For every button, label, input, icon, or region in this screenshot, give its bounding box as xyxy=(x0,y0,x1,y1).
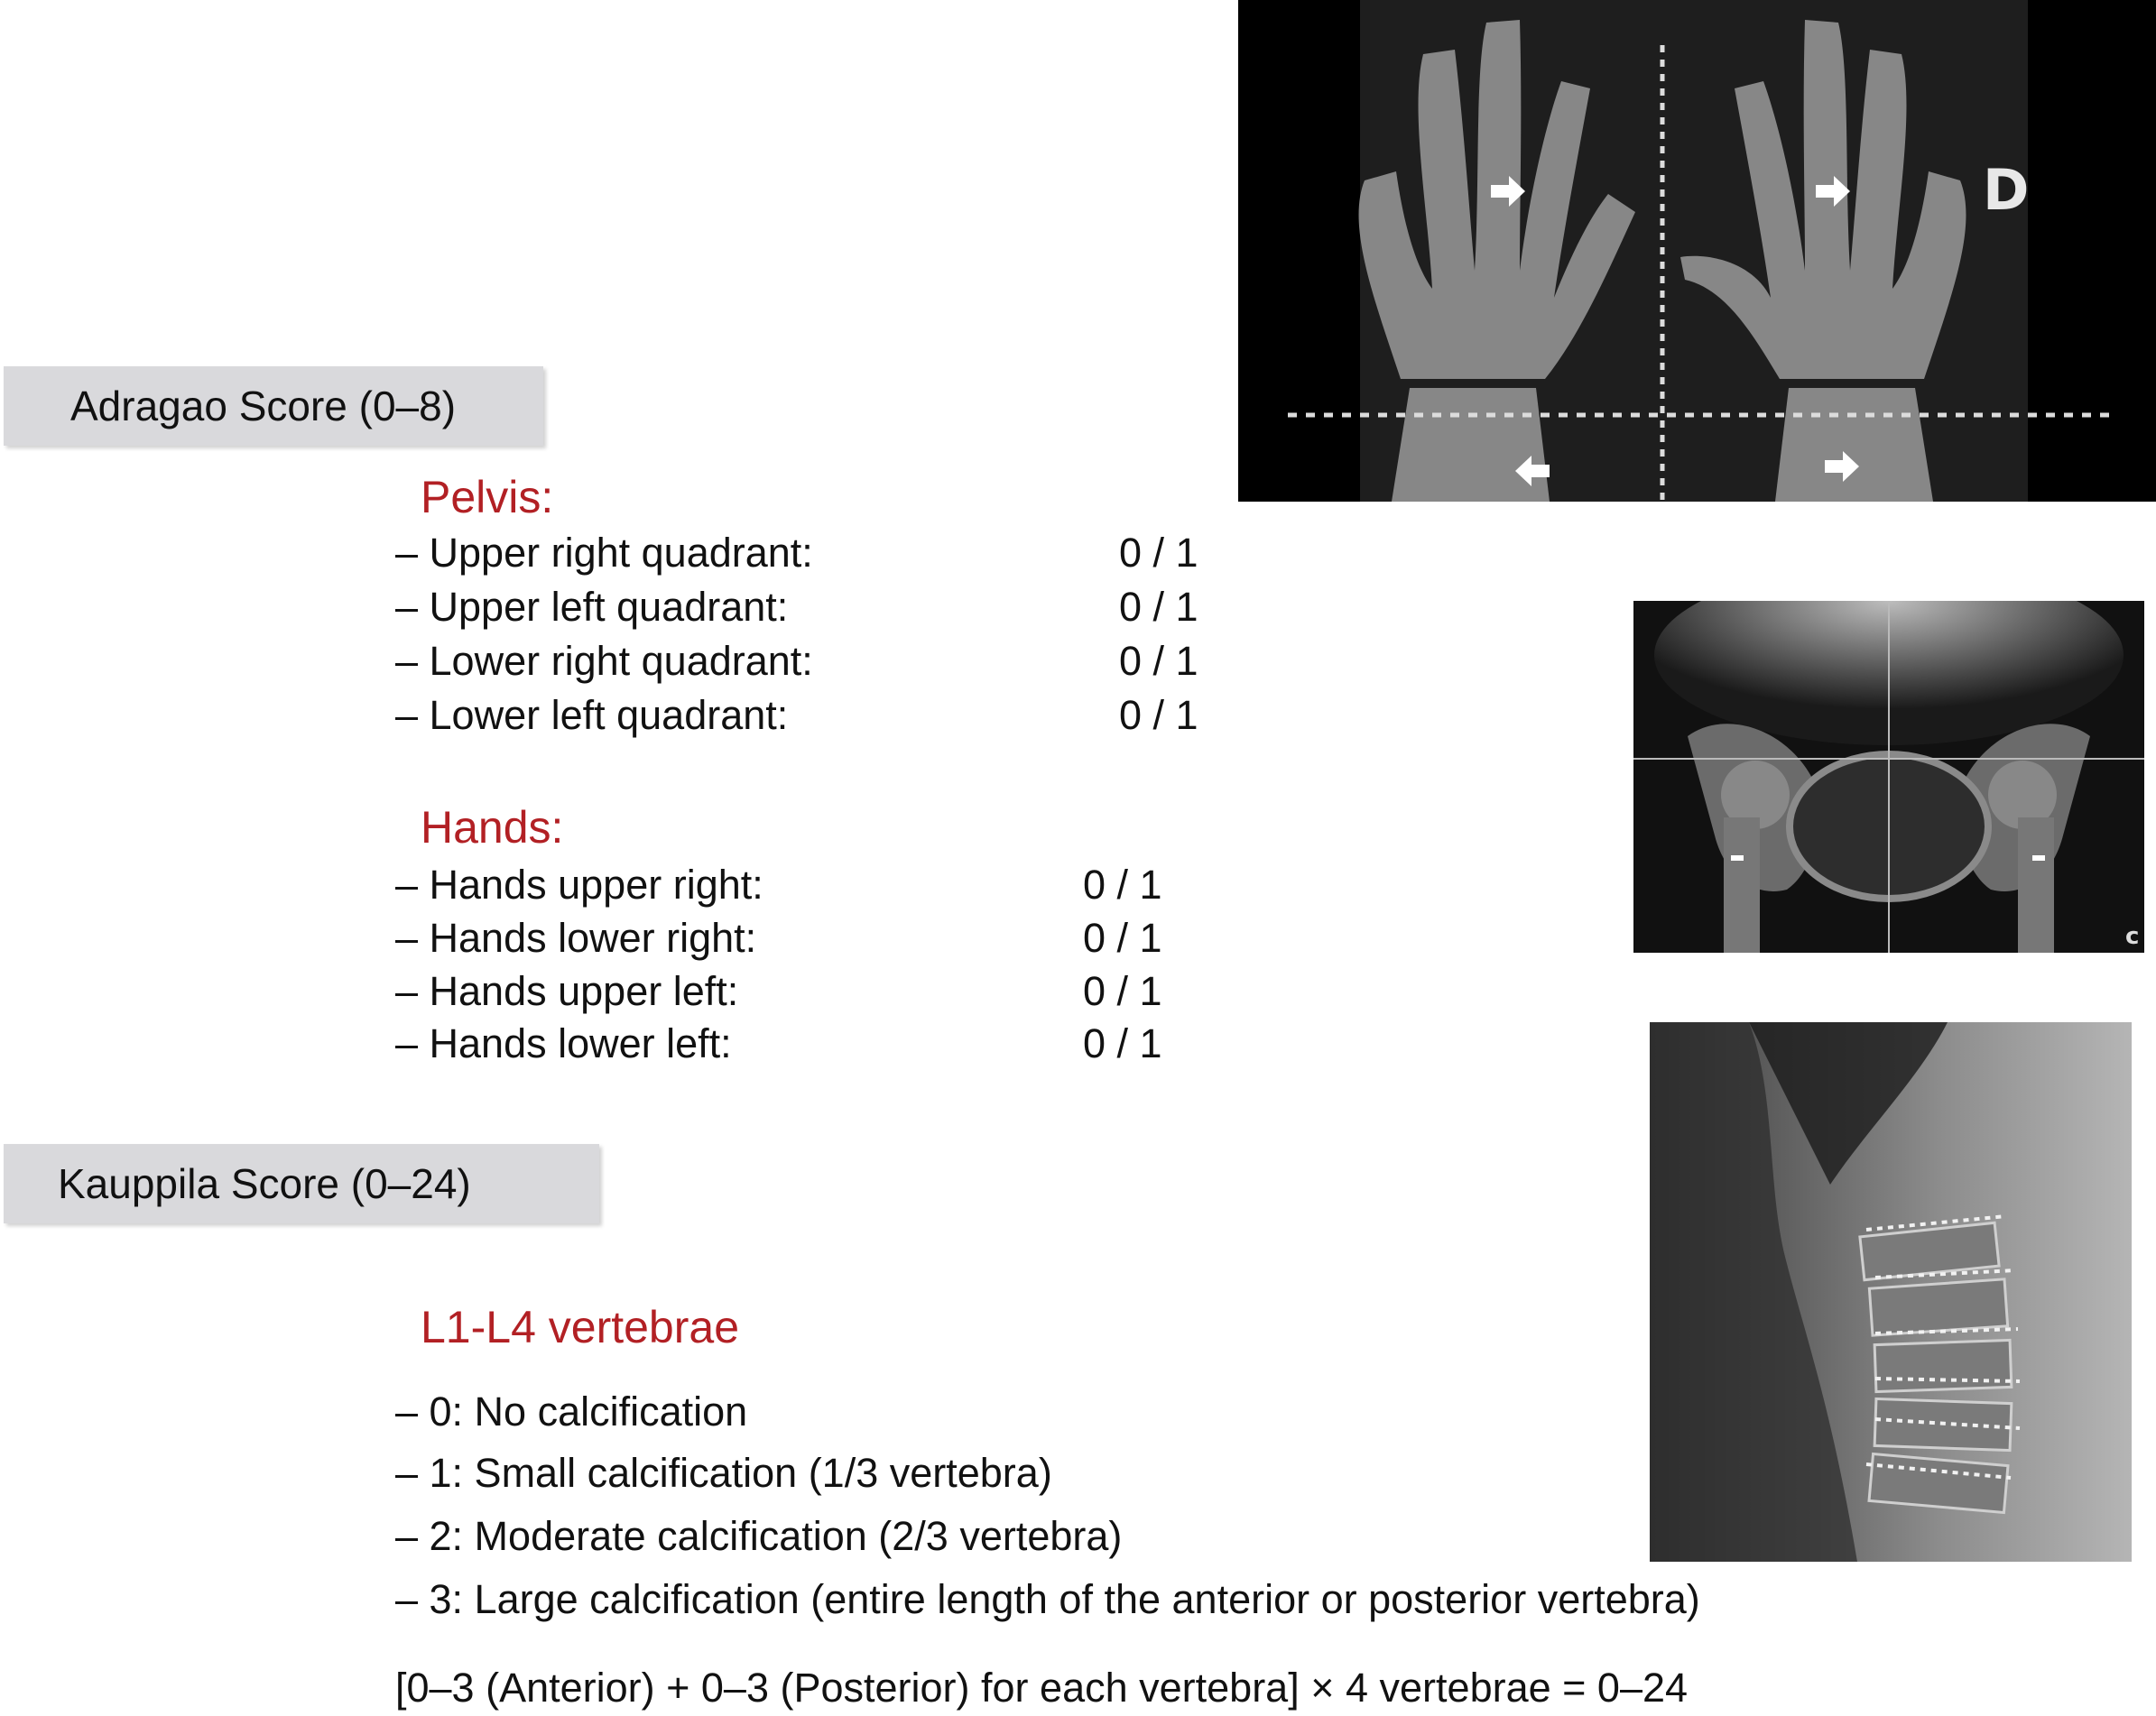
adragao-score-title: Adragao Score (0–8) xyxy=(70,383,457,429)
pelvis-row-label: – Lower left quadrant: xyxy=(395,692,789,738)
hands-row-label: – Hands lower right: xyxy=(395,915,757,961)
pelvis-row-label: – Upper right quadrant: xyxy=(395,530,813,576)
kauppila-item: – 1: Small calcification (1/3 vertebra) xyxy=(395,1450,1052,1496)
vertebrae-heading: L1-L4 vertebrae xyxy=(421,1302,740,1352)
kauppila-item: – 3: Large calcification (entire length of the anterior or posterior vertebra) xyxy=(395,1576,1700,1622)
kauppila-score-banner xyxy=(4,1144,599,1223)
hands-row-label: – Hands upper left: xyxy=(395,968,739,1014)
pelvis-row-value: 0 / 1 xyxy=(1119,584,1198,630)
pelvis-xray-image xyxy=(1633,601,2144,953)
hands-row-value: 0 / 1 xyxy=(1083,1020,1162,1066)
pelvis-row-value: 0 / 1 xyxy=(1119,530,1198,576)
hands-row-label: – Hands lower left: xyxy=(395,1020,732,1066)
spine-xray-image xyxy=(1650,1022,2132,1562)
hands-row-value: 0 / 1 xyxy=(1083,915,1162,961)
adragao-score-banner xyxy=(4,366,543,446)
hands-marker-letter: D xyxy=(1983,157,2030,223)
pelvis-row-value: 0 / 1 xyxy=(1119,638,1198,684)
hands-row-value: 0 / 1 xyxy=(1083,862,1162,908)
pelvis-row-label: – Upper left quadrant: xyxy=(395,584,789,630)
pelvis-marker-letter: c xyxy=(2125,923,2140,950)
hands-row-label: – Hands upper right: xyxy=(395,862,763,908)
kauppila-item: – 0: No calcification xyxy=(395,1388,748,1435)
hands-heading: Hands: xyxy=(421,802,564,853)
pelvis-row-label: – Lower right quadrant: xyxy=(395,638,813,684)
kauppila-item: – 2: Moderate calcification (2/3 vertebra) xyxy=(395,1513,1123,1559)
kauppila-score-title: Kauppila Score (0–24) xyxy=(58,1160,471,1207)
pelvis-heading: Pelvis: xyxy=(421,472,554,522)
pelvis-row-value: 0 / 1 xyxy=(1119,692,1198,738)
kauppila-formula: [0–3 (Anterior) + 0–3 (Posterior) for each vertebra] × 4 vertebrae = 0–24 xyxy=(395,1665,1689,1711)
hands-row-value: 0 / 1 xyxy=(1083,968,1162,1014)
hands-xray-image xyxy=(1238,0,2156,502)
